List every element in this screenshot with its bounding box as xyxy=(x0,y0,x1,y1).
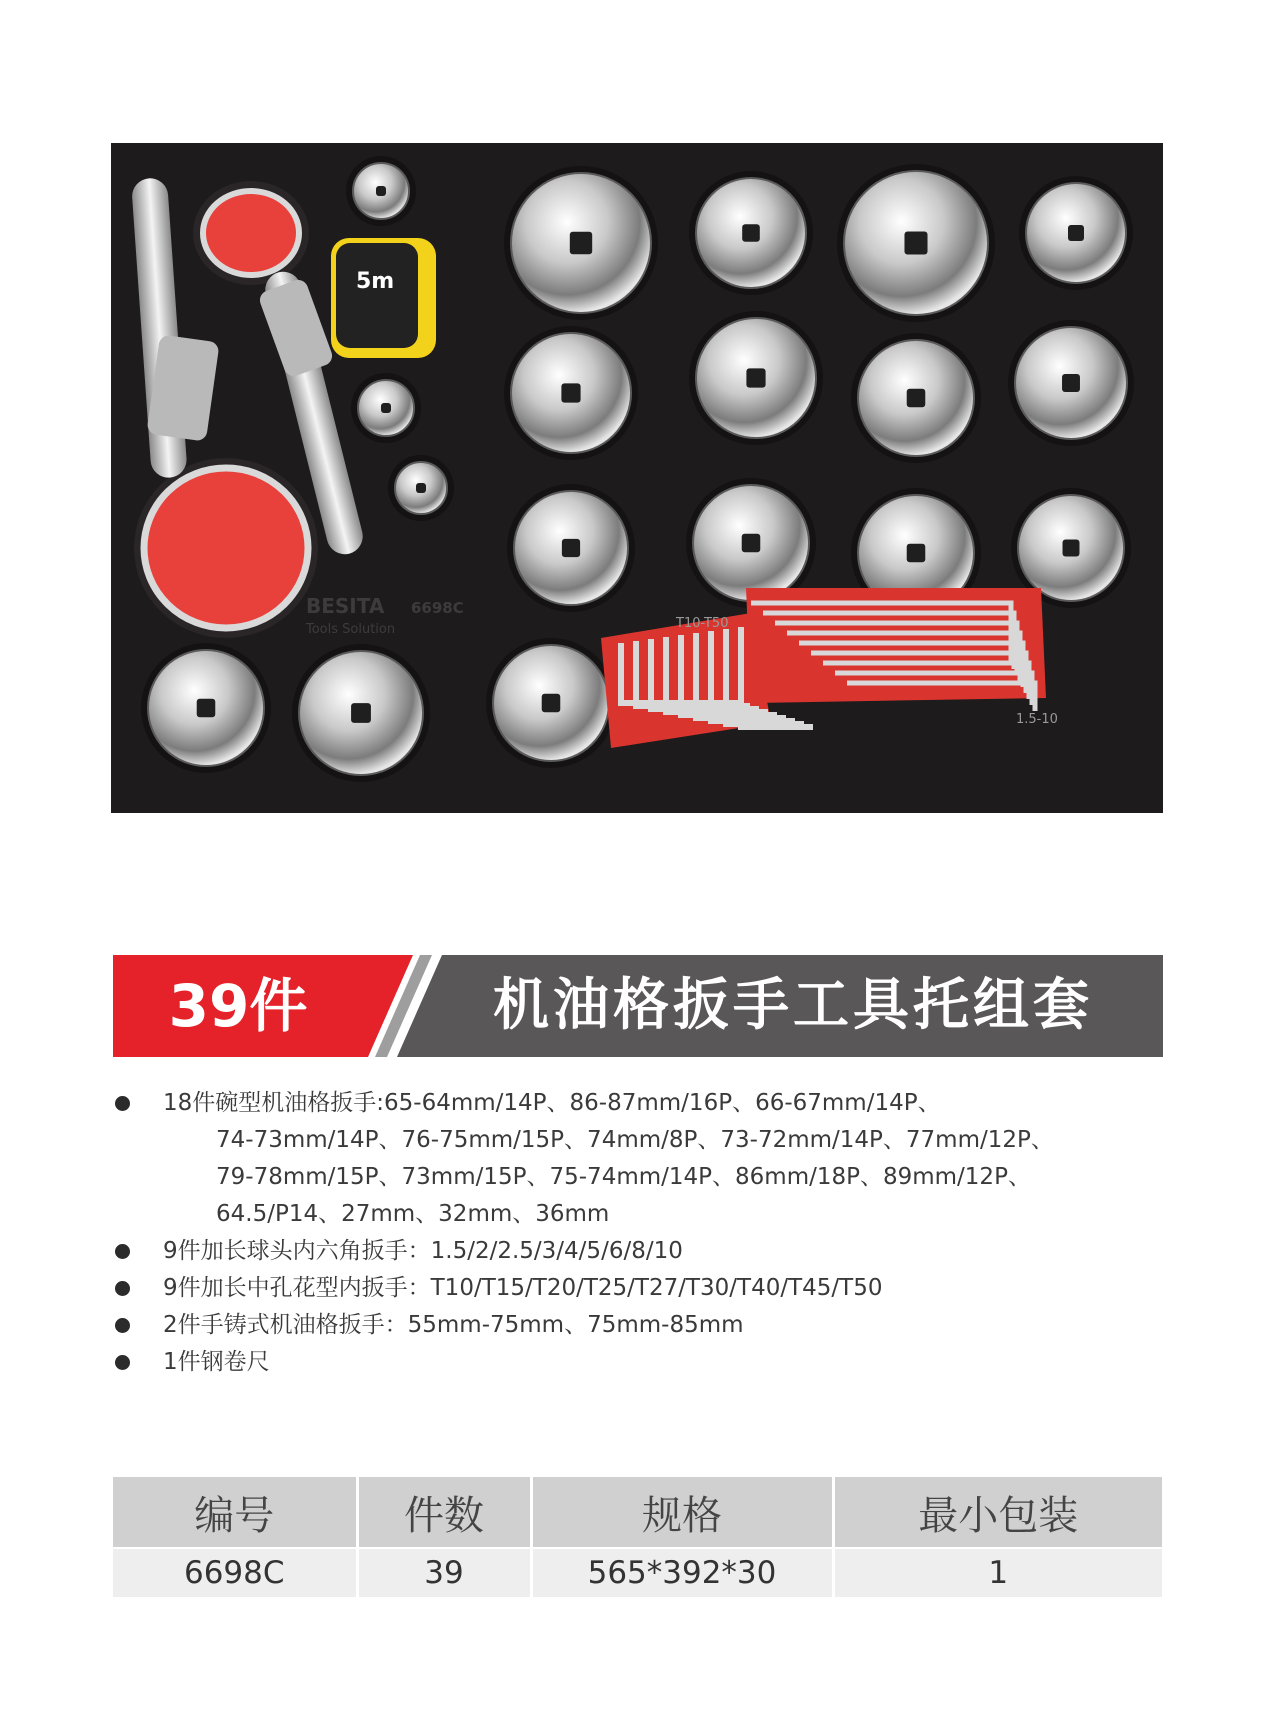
cup-drive-hole xyxy=(376,186,386,196)
cell-item-no: 6698C xyxy=(113,1548,357,1597)
foam-tray-code: 6698C xyxy=(411,599,464,617)
piece-count-label: 39件 xyxy=(168,972,308,1040)
bullet-icon xyxy=(115,1096,130,1111)
bullet-icon xyxy=(115,1318,130,1333)
cup-drive-hole xyxy=(381,403,391,413)
spec-line: 9件加长球头内六角扳手：1.5/2/2.5/3/4/5/6/8/10 xyxy=(163,1238,683,1264)
product-photo xyxy=(111,143,1163,813)
spec-line: 18件碗型机油格扳手:65-64mm/14P、86-87mm/16P、66-67mm/14P、 xyxy=(163,1090,941,1116)
bullet-icon xyxy=(115,1244,130,1259)
cell-min-package: 1 xyxy=(833,1548,1162,1597)
cup-drive-hole xyxy=(197,699,216,718)
table-header-row xyxy=(113,1477,1162,1548)
product-title: 机油格扳手工具托组套 xyxy=(493,973,1093,1038)
header-pieces: 件数 xyxy=(357,1477,531,1548)
table-row xyxy=(113,1548,1162,1597)
foam-brand-mark: BESITA xyxy=(306,594,385,618)
cup-drive-hole xyxy=(570,232,592,254)
cup-drive-hole xyxy=(561,383,580,402)
cup-drive-hole xyxy=(1063,540,1080,557)
cup-drive-hole xyxy=(542,694,561,713)
specification-list xyxy=(113,1085,1173,1381)
tape-measure xyxy=(331,238,436,358)
cup-drive-hole xyxy=(1068,225,1084,241)
cell-pieces: 39 xyxy=(357,1548,531,1597)
spec-item xyxy=(113,1270,1173,1307)
spec-line: 64.5/P14、27mm、32mm、36mm xyxy=(216,1201,610,1227)
spec-item xyxy=(113,1085,1173,1233)
spec-line: 9件加长中孔花型内扳手：T10/T15/T20/T25/T27/T30/T40/T45/T50 xyxy=(163,1275,883,1301)
spec-item xyxy=(113,1344,1173,1381)
product-spec-table xyxy=(113,1477,1162,1597)
tool-tray-illustration xyxy=(111,143,1163,813)
spec-item xyxy=(113,1233,1173,1270)
spec-line: 1件钢卷尺 xyxy=(163,1349,270,1375)
cup-drive-hole xyxy=(351,703,371,723)
spec-line: 74-73mm/14P、76-75mm/15P、74mm/8P、73-72mm/14P、77mm/12P、 xyxy=(216,1127,1054,1153)
cup-drive-hole xyxy=(907,544,926,563)
bullet-icon xyxy=(115,1355,130,1370)
strap-wrench-large xyxy=(134,458,318,638)
torx-set-label: T10-T50 xyxy=(676,616,729,631)
spec-line: 2件手铸式机油格扳手：55mm-75mm、75mm-85mm xyxy=(163,1312,744,1338)
cell-size: 565*392*30 xyxy=(531,1548,833,1597)
cup-drive-hole xyxy=(904,231,927,254)
cup-drive-hole xyxy=(416,483,426,493)
header-size: 规格 xyxy=(531,1477,833,1548)
strap-wrench-small xyxy=(193,181,309,285)
title-banner xyxy=(113,955,1163,1057)
cup-drive-hole xyxy=(742,534,761,553)
cup-drive-hole xyxy=(907,389,926,408)
tape-measure-label: 5m xyxy=(356,269,395,294)
cup-drive-hole xyxy=(746,368,765,387)
cup-drive-hole xyxy=(742,224,760,242)
spec-line: 79-78mm/15P、73mm/15P、75-74mm/14P、86mm/18P、89mm/12P、 xyxy=(216,1164,1031,1190)
spec-item xyxy=(113,1307,1173,1344)
foam-brand-tagline: Tools Solution xyxy=(306,622,396,637)
header-item-no: 编号 xyxy=(113,1477,357,1548)
bullet-icon xyxy=(115,1281,130,1296)
cup-drive-hole xyxy=(562,539,580,557)
cup-drive-hole xyxy=(1062,374,1080,392)
hex-set-label: 1.5-10 xyxy=(1016,712,1058,727)
header-min-package: 最小包装 xyxy=(833,1477,1162,1548)
